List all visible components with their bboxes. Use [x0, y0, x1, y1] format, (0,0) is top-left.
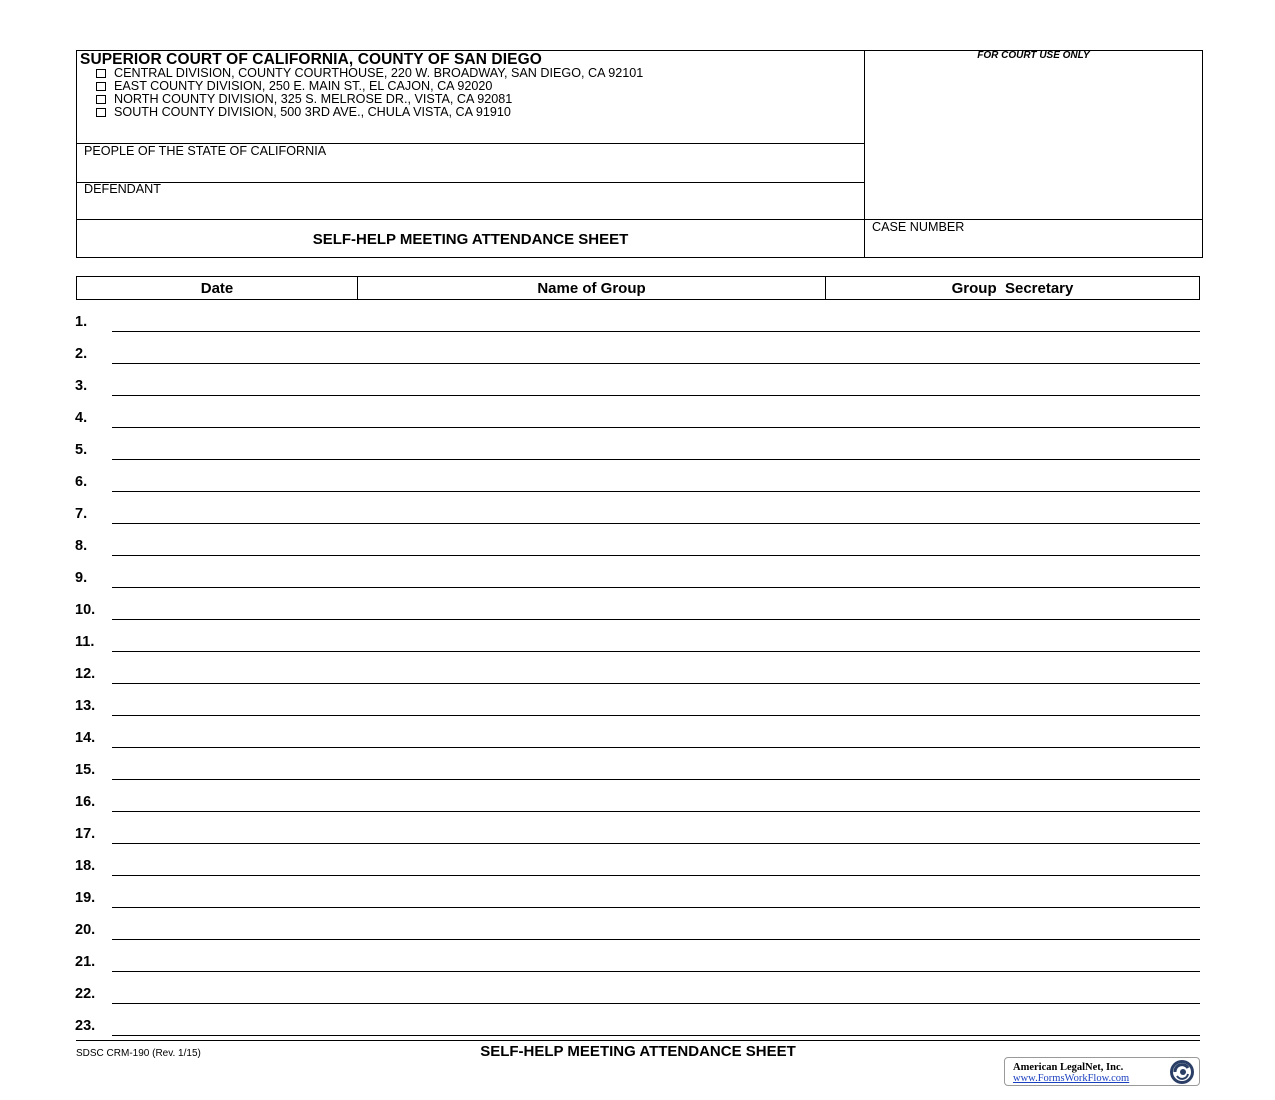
table-row: [75, 364, 1200, 396]
row-number: 14.: [75, 729, 96, 746]
table-row: [75, 460, 1200, 492]
table-row: [75, 396, 1200, 428]
row-number: 22.: [75, 985, 96, 1002]
division-label: CENTRAL DIVISION, COUNTY COURTHOUSE, 220 W. BROADWAY, SAN DIEGO, CA 92101: [114, 66, 644, 80]
row-number: 2.: [75, 345, 88, 362]
row-number: 13.: [75, 697, 96, 714]
row-number: 6.: [75, 473, 88, 490]
publisher-logo[interactable]: [1004, 1057, 1200, 1086]
divider: [76, 182, 865, 183]
divider: [76, 219, 865, 220]
row-number: 7.: [75, 505, 88, 522]
table-row: [75, 876, 1200, 908]
footer-rule: [76, 1040, 1200, 1041]
table-row: [75, 684, 1200, 716]
globe-icon: [1169, 1059, 1195, 1085]
court-title: SUPERIOR COURT OF CALIFORNIA, COUNTY OF SAN DIEGO: [80, 51, 542, 68]
checkbox[interactable]: [96, 95, 106, 104]
logo-link[interactable]: www.FormsWorkFlow.com: [1013, 1073, 1130, 1084]
checkbox[interactable]: [96, 108, 106, 117]
form-id: SDSC CRM-190 (Rev. 1/15): [76, 1048, 201, 1059]
table-row: [75, 812, 1200, 844]
defendant-label: DEFENDANT: [84, 182, 161, 196]
table-row: [75, 716, 1200, 748]
row-number: 15.: [75, 761, 96, 778]
row-number: 12.: [75, 665, 96, 682]
row-number: 17.: [75, 825, 96, 842]
form-title: SELF-HELP MEETING ATTENDANCE SHEET: [312, 231, 629, 248]
row-number: 9.: [75, 569, 88, 586]
division-option-east[interactable]: [96, 79, 492, 93]
footer-title: SELF-HELP MEETING ATTENDANCE SHEET: [480, 1043, 796, 1060]
table-row: [75, 588, 1200, 620]
plaintiff-label: PEOPLE OF THE STATE OF CALIFORNIA: [84, 144, 327, 158]
division-label: NORTH COUNTY DIVISION, 325 S. MELROSE DR., VISTA, CA 92081: [114, 92, 513, 106]
table-row: [75, 748, 1200, 780]
column-header-date: Date: [77, 277, 358, 299]
division-option-north[interactable]: [96, 92, 512, 106]
column-header-group-secretary: Group Secretary: [951, 279, 1074, 297]
table-row: [75, 620, 1200, 652]
row-number: 23.: [75, 1017, 96, 1034]
division-label: SOUTH COUNTY DIVISION, 500 3RD AVE., CHULA VISTA, CA 91910: [114, 105, 511, 119]
logo-company: American LegalNet, Inc.: [1013, 1062, 1124, 1073]
table-row: [75, 908, 1200, 940]
table-row: [75, 780, 1200, 812]
row-number: 20.: [75, 921, 96, 938]
division-option-south[interactable]: [96, 105, 511, 119]
table-row: [75, 492, 1200, 524]
row-number: 19.: [75, 889, 96, 906]
entry-line[interactable]: [112, 1035, 1200, 1036]
case-number-label: CASE NUMBER: [872, 220, 965, 234]
checkbox[interactable]: [96, 69, 106, 78]
row-number: 8.: [75, 537, 88, 554]
table-row: [75, 1004, 1200, 1036]
table-row: [75, 332, 1200, 364]
row-number: 21.: [75, 953, 96, 970]
table-row: [75, 940, 1200, 972]
row-number: 18.: [75, 857, 96, 874]
checkbox[interactable]: [96, 82, 106, 91]
table-row: [75, 300, 1200, 332]
division-label: EAST COUNTY DIVISION, 250 E. MAIN ST., EL CAJON, CA 92020: [114, 79, 493, 93]
row-number: 11.: [75, 633, 95, 650]
row-number: 4.: [75, 409, 88, 426]
table-row: [75, 556, 1200, 588]
table-row: [75, 844, 1200, 876]
row-number: 10.: [75, 601, 96, 618]
table-row: [75, 524, 1200, 556]
column-header-row: [76, 276, 1200, 300]
row-number: 1.: [75, 313, 88, 330]
column-header-group-name: Name of Group: [358, 277, 826, 299]
court-use-label: FOR COURT USE ONLY: [977, 50, 1090, 61]
row-number: 16.: [75, 793, 96, 810]
row-number: 5.: [75, 441, 88, 458]
table-row: [75, 652, 1200, 684]
row-number: 3.: [75, 377, 88, 394]
division-option-central[interactable]: [96, 66, 643, 80]
table-row: [75, 972, 1200, 1004]
table-row: [75, 428, 1200, 460]
